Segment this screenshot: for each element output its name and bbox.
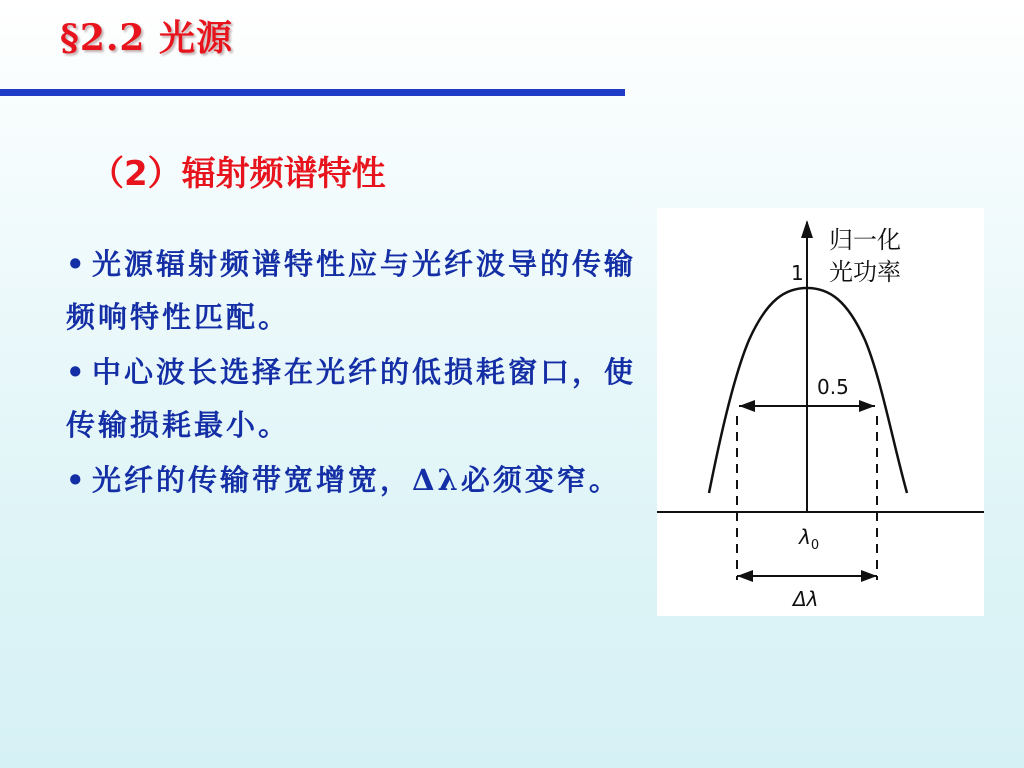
spectrum-figure [657,208,984,616]
center-wavelength-label: $\lambda_0$ [799,525,820,553]
bullet-text: 光源辐射频谱特性应与光纤波导的传输频响特性匹配。 [66,247,637,334]
half-max-label: 0.5 [817,375,849,399]
half-max-left-arrow-icon [739,400,755,412]
peak-value-label: 1 [791,261,804,285]
slide-title: §2.2 光源 [60,17,233,59]
delta-lambda-label: Δλ [793,587,819,611]
section-subheading: （2）辐射频谱特性 [90,154,386,194]
bullet-icon: • [66,247,88,281]
bullet-list [66,238,646,509]
bullet-icon: • [66,355,88,389]
delta-lambda-left-arrow-icon [737,570,753,582]
y-axis-label-line2: 光功率 [829,258,901,286]
delta-lambda-right-arrow-icon [861,570,877,582]
y-axis-label-line1: 归一化 [829,226,901,254]
bullet-item [66,346,646,452]
y-axis-arrow-icon [801,220,813,238]
bullet-item [66,454,646,507]
bullet-text: 光纤的传输带宽增宽，Δλ必须变窄。 [92,463,621,497]
bullet-item [66,238,646,344]
half-max-right-arrow-icon [859,400,875,412]
bullet-icon: • [66,463,88,497]
spectrum-diagram [657,208,984,616]
bullet-text: 中心波长选择在光纤的低损耗窗口，使传输损耗最小。 [66,355,637,442]
title-underline [0,89,625,96]
